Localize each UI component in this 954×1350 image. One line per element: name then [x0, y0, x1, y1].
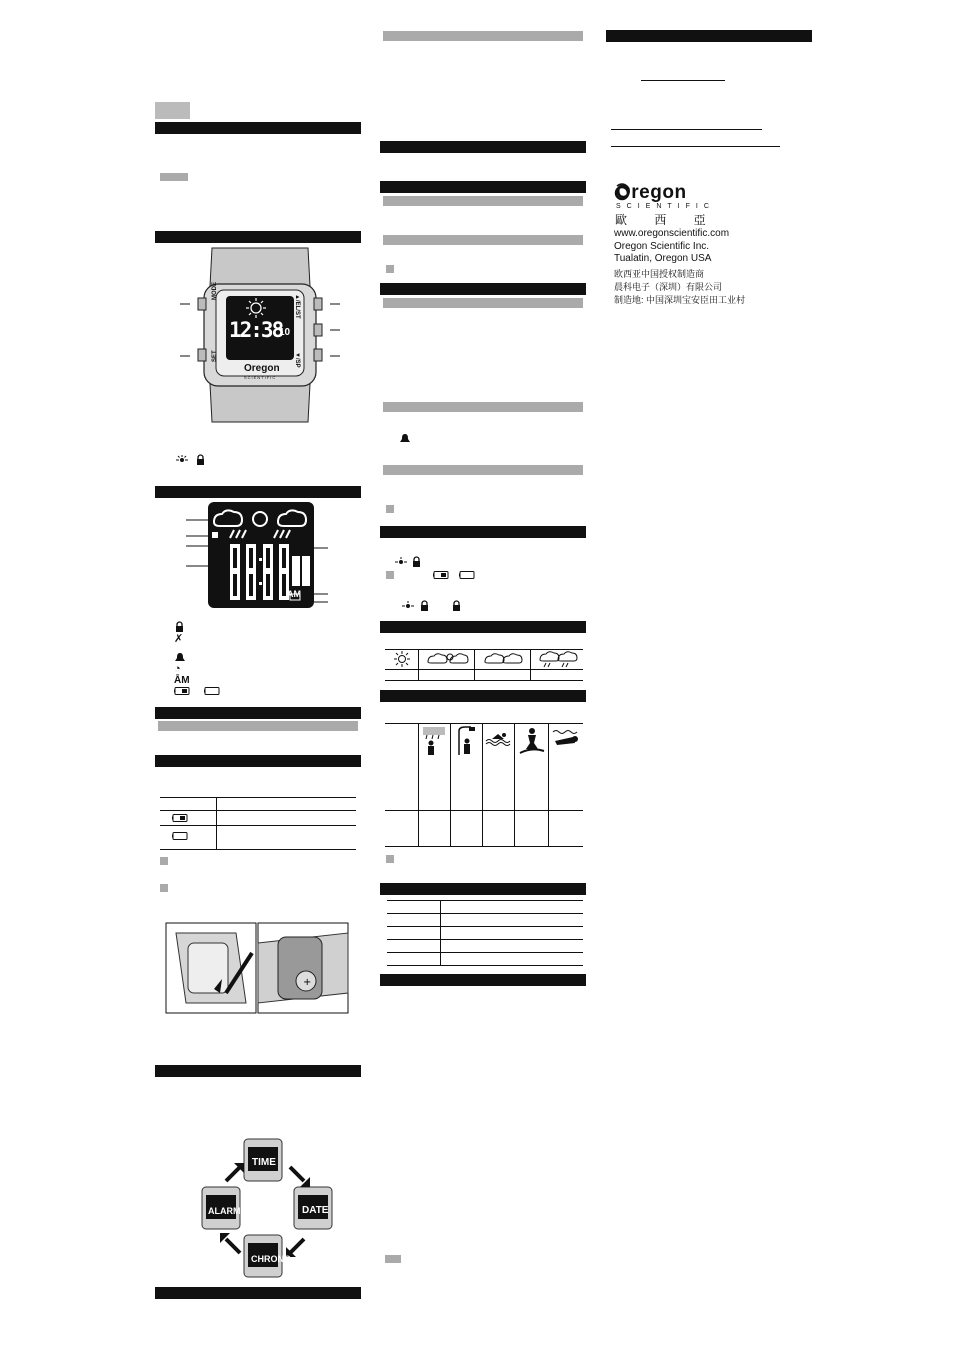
cn-manufacturer-line2: 晨科电子（深圳）有限公司 [614, 282, 723, 292]
section-header-bar-5 [155, 755, 361, 767]
section-header-bar-1 [155, 122, 361, 134]
note-square [386, 265, 394, 273]
section-header-bar-3 [155, 486, 361, 498]
cloudy-icon [483, 652, 523, 664]
table-rule [160, 797, 356, 798]
section-header-bar-13 [380, 690, 586, 702]
table-divider [440, 900, 441, 965]
table-rule [387, 939, 583, 940]
table-rule [385, 810, 583, 811]
lock-icon [175, 622, 184, 632]
note-square [386, 505, 394, 513]
rain-person-icon [423, 727, 445, 755]
chrono-icon: ◔ [174, 663, 181, 675]
section-header-bar-14 [380, 883, 586, 895]
underline-rule [641, 80, 725, 81]
up-el-st-button-label[interactable]: ▲/EL/ST [294, 294, 300, 319]
table-rule [160, 825, 356, 826]
subsection-bar [383, 465, 583, 475]
section-header-bar-10 [380, 283, 586, 295]
table-divider [450, 723, 451, 846]
section-header-bar-8 [380, 141, 586, 153]
section-header-bar-6 [155, 1065, 361, 1077]
note-square [160, 884, 168, 892]
section-header-bar-11 [380, 526, 586, 538]
swimming-icon [486, 731, 512, 745]
table-rule [387, 913, 583, 914]
section-header-bar-2 [155, 231, 361, 243]
company-name: Oregon Scientific Inc. [614, 241, 710, 252]
light-icon [176, 455, 188, 465]
table-divider [530, 649, 531, 680]
mode-alarm: ALARM [208, 1206, 241, 1216]
section-header-bar-16 [606, 30, 812, 42]
table-divider [216, 797, 217, 849]
battery-empty-icon [204, 687, 220, 695]
mode-button-label[interactable]: MODE [212, 282, 218, 300]
watch-side-digits: 10 [279, 327, 291, 338]
lock-icon [196, 455, 205, 465]
lock-icon [420, 601, 429, 611]
battery-cover-illustration [166, 923, 256, 1013]
section-header-bar-7 [155, 1287, 361, 1299]
company-city: Tualatin, Oregon USA [614, 253, 712, 264]
oregon-logo: Oregon [616, 182, 687, 203]
table-rule [385, 669, 583, 670]
svg-text:+: + [303, 977, 312, 988]
table-divider [418, 649, 419, 680]
section-header-bar-15 [380, 974, 586, 986]
cn-manufacturer-line3: 制造地: 中国深圳宝安臣田工业村 [614, 295, 746, 305]
partly-cloudy-icon [426, 651, 468, 665]
section-header-bar-9 [380, 181, 586, 193]
section-header-bar-12 [380, 621, 586, 633]
underline-rule [611, 146, 780, 147]
table-rule [387, 926, 583, 927]
table-divider [514, 723, 515, 846]
subsection-bar [158, 721, 358, 731]
battery-full-icon [433, 571, 449, 579]
battery-full-icon [174, 687, 190, 695]
watch-time: 12:38 [229, 318, 283, 342]
underline-rule [611, 129, 762, 130]
mode-time: TIME [252, 1157, 276, 1168]
table-rule [160, 849, 356, 850]
set-button-label[interactable]: SET [212, 350, 218, 362]
lcd-am: AM [287, 589, 301, 599]
rain-icon [538, 651, 578, 667]
mute-icon: ✗ [174, 633, 184, 645]
note-tag [385, 1255, 401, 1263]
table-rule [387, 900, 583, 901]
table-rule [387, 952, 583, 953]
subsection-bar [383, 298, 583, 308]
table-rule [160, 810, 356, 811]
table-rule [385, 846, 583, 847]
lock-icon [412, 557, 421, 567]
note-tag [160, 173, 188, 181]
table-rule [385, 680, 583, 681]
battery-empty-icon [459, 571, 475, 579]
subsection-bar [383, 402, 583, 412]
table-rule [385, 649, 583, 650]
table-divider [474, 649, 475, 680]
surfing-icon [520, 727, 544, 755]
note-square [386, 855, 394, 863]
watch-brand-sub: SCIENTIFIC [244, 375, 277, 380]
table-divider [482, 723, 483, 846]
subsection-bar [383, 196, 583, 206]
sun-icon [394, 651, 410, 667]
light-icon [395, 557, 407, 567]
note-square [386, 571, 394, 579]
section-header-bar-4 [155, 707, 361, 719]
light-icon [402, 601, 414, 611]
section-tab-gray [155, 102, 190, 119]
subsection-bar [383, 31, 583, 41]
website-link[interactable]: www.oregonscientific.com [614, 228, 730, 239]
cn-manufacturer-line1: 欧西亚中国授权制造商 [614, 269, 705, 279]
subsection-bar [383, 235, 583, 245]
lock-icon [452, 601, 461, 611]
oregon-tagline: SCIENTIFIC [616, 203, 715, 210]
mode-chrono: CHRONO [251, 1254, 291, 1264]
battery-full-icon [172, 814, 188, 822]
am-icon: ĀM [174, 675, 190, 686]
battery-inside-illustration [258, 923, 348, 1013]
shower-icon [455, 727, 477, 755]
table-rule [385, 723, 583, 724]
battery-empty-icon [172, 832, 188, 840]
diving-icon [553, 729, 581, 749]
down-sp-button-label[interactable]: ▼/SP [294, 352, 300, 368]
table-rule [387, 965, 583, 966]
bell-icon [400, 434, 410, 444]
chinese-brand-name: 歐 西 亞 [615, 213, 718, 227]
table-divider [548, 723, 549, 846]
mode-date: DATE [302, 1205, 329, 1216]
watch-brand: Oregon [244, 363, 280, 374]
note-square [160, 857, 168, 865]
bell-icon [175, 653, 185, 663]
table-divider [418, 723, 419, 846]
